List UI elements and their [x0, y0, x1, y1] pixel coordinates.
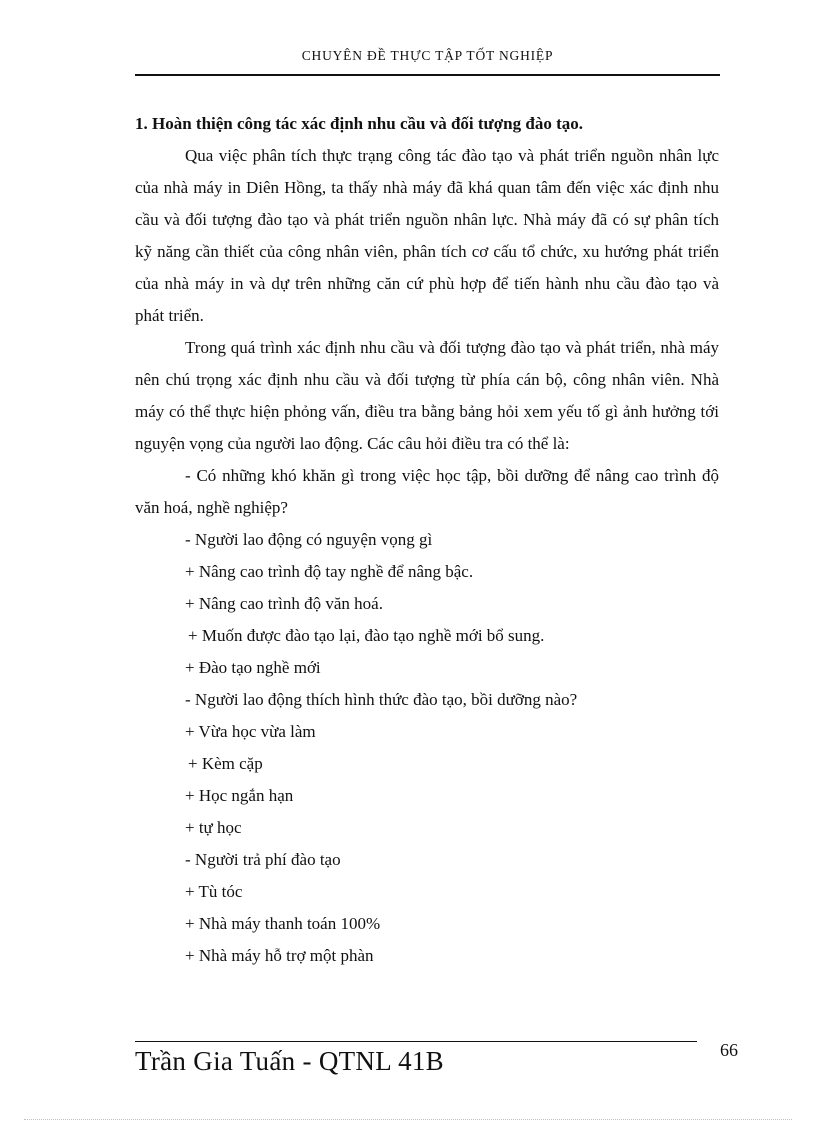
- list-item: - Người lao động có nguyện vọng gì: [185, 530, 433, 549]
- paragraph: - Có những khó khăn gì trong việc học tập, bồi dưỡng để nâng cao trình độ văn hoá, nghề nghiệp?: [135, 466, 719, 517]
- paragraph: Trong quá trình xác định nhu cầu và đối tượng đào tạo và phát triển, nhà máy nên chú trọng xác định nhu cầu và đối tượng từ phía cán bộ, công nhân viên. Nhà máy có thể thực hiện phỏng vấn, điều tra bằng bảng hỏi xem yếu tố gì ảnh hưởng tới nguyện vọng của người lao động. Các câu hỏi điều tra có thể là:: [135, 338, 719, 453]
- list-item: + Đào tạo nghề mới: [185, 658, 321, 677]
- paragraph: Qua việc phân tích thực trạng công tác đào tạo và phát triển nguồn nhân lực của nhà máy in Diên Hồng, ta thấy nhà máy đã khá quan tâm đến việc xác định nhu cầu và đối tượng đào tạo và phát triển nguồn nhân lực. Nhà máy đã có sự phân tích kỹ năng cần thiết của công nhân viên, phân tích cơ cấu tổ chức, xu hướng phát triển của nhà máy in và dự trên những căn cứ phù hợp để tiến hành nhu cầu đào tạo và phát triển.: [135, 146, 719, 325]
- list-item: - Người trả phí đào tạo: [185, 850, 341, 869]
- header-divider: [135, 74, 720, 76]
- list-item: - Người lao động thích hình thức đào tạo, bồi dưỡng nào?: [185, 690, 578, 709]
- section-heading: 1. Hoàn thiện công tác xác định nhu cầu và đối tượng đào tạo.: [135, 114, 583, 133]
- list-item: + Vừa học vừa làm: [185, 722, 316, 741]
- page-header-title: CHUYÊN ĐỀ THỰC TẬP TỐT NGHIỆP: [301, 48, 554, 63]
- footer-author: Trần Gia Tuấn - QTNL 41B: [135, 1046, 444, 1076]
- document-body: [135, 108, 719, 972]
- list-item: + Muốn được đào tạo lại, đào tạo nghề mới bổ sung.: [188, 626, 545, 645]
- page-number: 66: [720, 1040, 738, 1060]
- page-bottom-border: [24, 1119, 792, 1120]
- list-item: + Nhà máy thanh toán 100%: [185, 914, 381, 933]
- list-item: + Nâng cao trình độ văn hoá.: [185, 594, 383, 613]
- list-item: + tự học: [185, 818, 242, 837]
- list-item: + Tù tóc: [185, 882, 243, 901]
- list-item: + Nâng cao trình độ tay nghề để nâng bậc.: [185, 562, 474, 581]
- list-item: + Học ngắn hạn: [185, 786, 294, 805]
- list-item: + Nhà máy hỗ trợ một phàn: [185, 946, 374, 965]
- list-item: + Kèm cặp: [188, 754, 263, 773]
